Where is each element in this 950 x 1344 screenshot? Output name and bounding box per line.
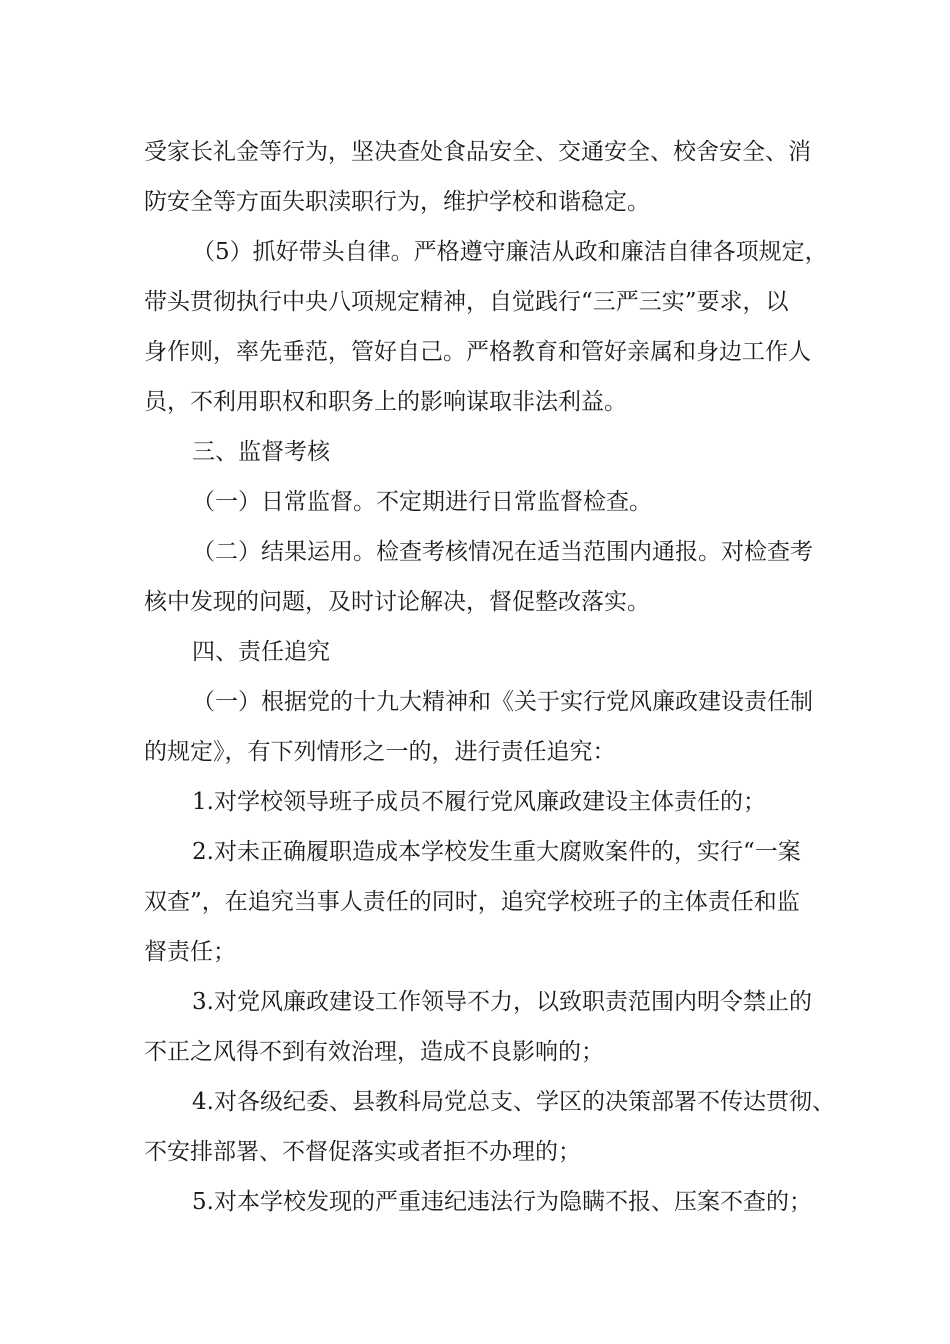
text-line: 的规定》，有下列情形之一的，进行责任追究： bbox=[144, 739, 616, 765]
list-item: 3.对党风廉政建设工作领导不力，以致职责范围内明令禁止的 bbox=[192, 989, 812, 1015]
text-line: 身作则，率先垂范，管好自己。严格教育和管好亲属和身边工作人 bbox=[144, 339, 811, 365]
text-line: （二）结果运用。检查考核情况在适当范围内通报。对检查考 bbox=[192, 539, 813, 565]
list-item: 2.对未正确履职造成本学校发生重大腐败案件的，实行“一案 bbox=[192, 839, 801, 865]
text-line: 不安排部署、不督促落实或者拒不办理的； bbox=[144, 1139, 581, 1165]
text-line: （一）根据党的十九大精神和《关于实行党风廉政建设责任制 bbox=[192, 689, 813, 715]
text-line: 核中发现的问题，及时讨论解决，督促整改落实。 bbox=[144, 589, 650, 615]
text-line: 双查”，在追究当事人责任的同时，追究学校班子的主体责任和监 bbox=[144, 889, 800, 915]
list-item: 5.对本学校发现的严重违纪违法行为隐瞒不报、压案不查的； bbox=[192, 1189, 812, 1215]
paragraph-5-heading: （5）抓好带头自律。严格遵守廉洁从政和廉洁自律各项规定， bbox=[192, 239, 828, 265]
text-line: 受家长礼金等行为，坚决查处食品安全、交通安全、校舍安全、消 bbox=[144, 139, 811, 165]
list-item: 4.对各级纪委、县教科局党总支、学区的决策部署不传达贯彻、 bbox=[192, 1089, 835, 1115]
text-line: 不正之风得不到有效治理，造成不良影响的； bbox=[144, 1039, 604, 1065]
section-heading-accountability: 四、责任追究 bbox=[192, 639, 330, 665]
text-line: 带头贯彻执行中央八项规定精神，自觉践行“三严三实”要求，以 bbox=[144, 289, 789, 315]
text-line: 员，不利用职权和职务上的影响谋取非法利益。 bbox=[144, 389, 627, 415]
text-line: 防安全等方面失职渎职行为，维护学校和谐稳定。 bbox=[144, 189, 650, 215]
section-heading-supervision: 三、监督考核 bbox=[192, 439, 330, 465]
text-line: （一）日常监督。不定期进行日常监督检查。 bbox=[192, 489, 652, 515]
text-line: 督责任； bbox=[144, 939, 236, 965]
list-item: 1.对学校领导班子成员不履行党风廉政建设主体责任的； bbox=[192, 789, 766, 815]
